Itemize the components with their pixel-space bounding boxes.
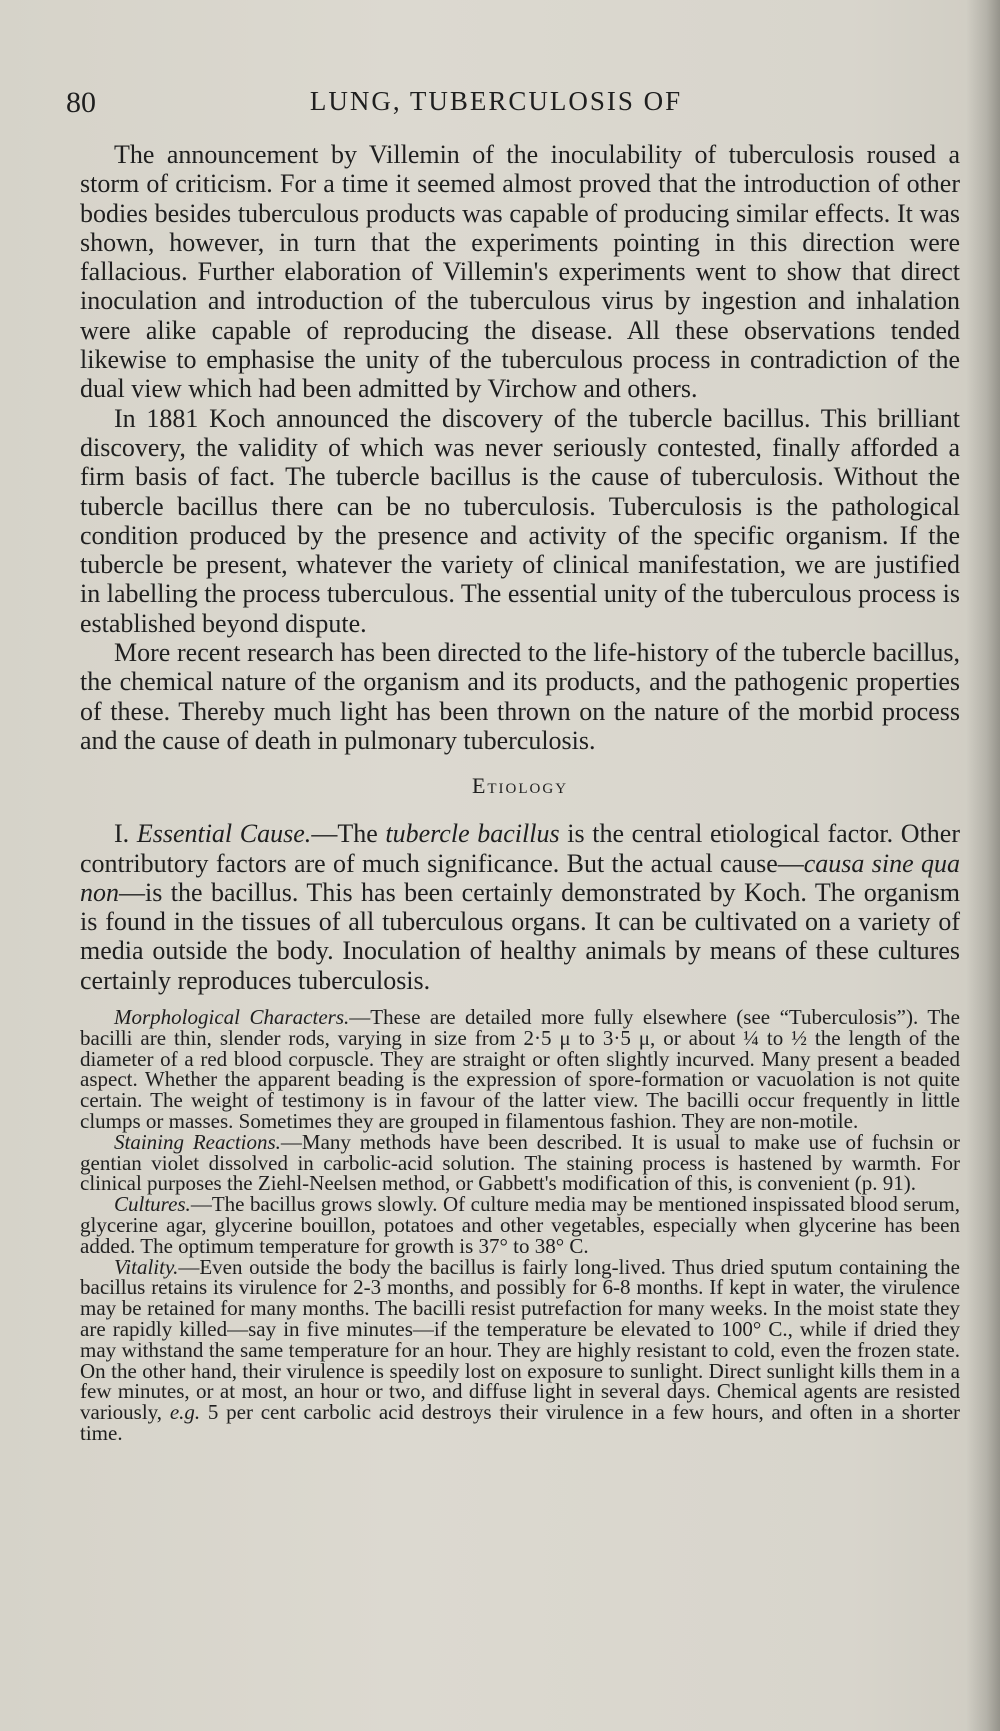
paragraph-staining — [80, 1129, 960, 1196]
paragraph-koch: In 1881 Koch announced the discovery of the tubercle bacillus. This brilliant discovery, the validity of which was never seriously contested, finally afforded a firm basis of fact. The tubercle bacillus is the cause of tuberculosis. Without the tubercle bacillus there can be no tuberculosis. Tuberculosis is the pathological condition produced by the presence and activity of the specific organism. If the tubercle be present, whatever the variety of clinical manifestation, we are justified in labelling the process tuberculous. The essential unity of the tuberculous process is established beyond dispute. — [80, 403, 960, 638]
staining-title: Staining Reactions. — [114, 1129, 281, 1154]
cultures-title: Cultures. — [114, 1192, 191, 1217]
morphological-text-1: —These are detailed more fully elsewhere (see “Tuberculosis”). The bacilli are thin, slender rods, varying in size from 2·5 μ to 3·5 μ, or about — [80, 1005, 960, 1050]
vitality-text-1: —Even outside the body the bacillus is fairly long-lived. Thus dried sputum containing the bacillus retains its virulence for 2-3 months, and possibly for 6-8 months. If kept in water, the virulence may be retained for many months. The bacilli resist putrefaction for many weeks. In the moist state they are rapidly killed—say in five minutes—if the temperature be elevated to 100° C., while if dried they may withstand the same temperature for an hour. They are highly resistant to cold, even the frozen state. On the other hand, their virulence is speedily lost on exposure to sunlight. Direct sunlight kills them in a few minutes, or at most, an hour or two, and diffuse light in several days. Chemical agents are resisted variously, — [80, 1254, 960, 1425]
paragraph-vitality — [80, 1254, 961, 1445]
page-body — [80, 140, 960, 1444]
morphological-text-2: to — [759, 1025, 792, 1050]
cause-title: Essential Cause. — [136, 819, 312, 849]
page-header — [66, 86, 926, 126]
small-print-block — [80, 1007, 960, 1444]
staining-text: —Many methods have been described. It is usual to make use of fuchsin or gentian violet dissolved in carbolic-acid solution. The staining process is hastened by warmth. For clinical purposes the Ziehl-Neelsen method, or Gabbett's modification of this, is convenient (p. 91). — [80, 1129, 960, 1196]
morphological-title: Morphological Characters. — [114, 1005, 350, 1030]
morphological-text-3: the length of the diameter of a red blood corpuscle. They are straight or often slightly incurved. Many present a beaded aspect. Whether the apparent beading is the expression of spore-formation or vacuolation is not quite certain. The weight of testimony is in favour of the latter view. The bacilli occur frequently in little clumps or masses. Sometimes they are grouped in filamentous fashion. They are non-motile. — [80, 1025, 961, 1133]
cultures-text: —The bacillus grows slowly. Of culture media may be mentioned inspissated blood serum, glycerine agar, glycerine bouillon, potatoes and other vegetables, especially when glycerine has been added. The optimum temperature for growth is 37° to 38° C. — [80, 1192, 960, 1258]
paragraph-morphological — [80, 1007, 960, 1132]
paragraph-essential-cause — [80, 819, 960, 995]
page-number: 80 — [66, 86, 96, 119]
cause-number: I. — [114, 819, 130, 849]
vitality-eg: e.g. — [169, 1400, 201, 1425]
fraction-half: ½ — [791, 1025, 807, 1050]
section-heading-etiology: Etiology — [471, 773, 569, 799]
vitality-title: Vitality. — [114, 1254, 179, 1279]
paragraph-recent-research: More recent research has been directed to the life-history of the tubercle bacillus, the chemical nature of the organism and its products, and the pathogenic properties of these. Thereby much light has been thrown on the nature of the morbid process and the cause of death in pulmonary tuberculosis. — [80, 638, 960, 755]
cause-text-3: —is the bacillus. This has been certainly demonstrated by Koch. The organism is found in the tissues of all tuberculous organs. It can be cultivated on a variety of media outside the body. Inoculation of healthy animals by means of these cultures certainly reproduces tuberculosis. — [80, 877, 960, 995]
cause-italic-latin: causa sine qua non — [80, 848, 960, 907]
fraction-quarter: ¼ — [743, 1025, 759, 1050]
paragraph-cultures — [80, 1194, 960, 1256]
paragraph-villemin: The announcement by Villemin of the inoculability of tuberculosis roused a storm of criticism. For a time it seemed almost proved that the introduction of other bodies besides tuberculous products was capable of producing similar effects. It was shown, however, in turn that the experiments pointing in this direction were fallacious. Further elaboration of Villemin's experiments went to show that direct inoculation and introduction of the tuberculous virus by ingestion and inhalation were alike capable of reproducing the disease. All these observations tended likewise to emphasise the unity of the tuberculous process in contradiction of the dual view which had been admitted by Virchow and others. — [80, 140, 960, 404]
cause-italic-bacillus: tubercle bacillus — [385, 819, 560, 849]
cause-text-2: is the central etiological factor. Other contributory factors are of much significance. But the actual cause— — [80, 819, 960, 878]
cause-text-1: —The — [311, 819, 386, 849]
running-head: LUNG, TUBERCULOSIS OF — [309, 86, 683, 116]
vitality-text-2: 5 per cent carbolic acid destroys their virulence in a few hours, and often in a shorter time. — [80, 1400, 961, 1445]
page-gutter-shadow — [966, 0, 1000, 1731]
